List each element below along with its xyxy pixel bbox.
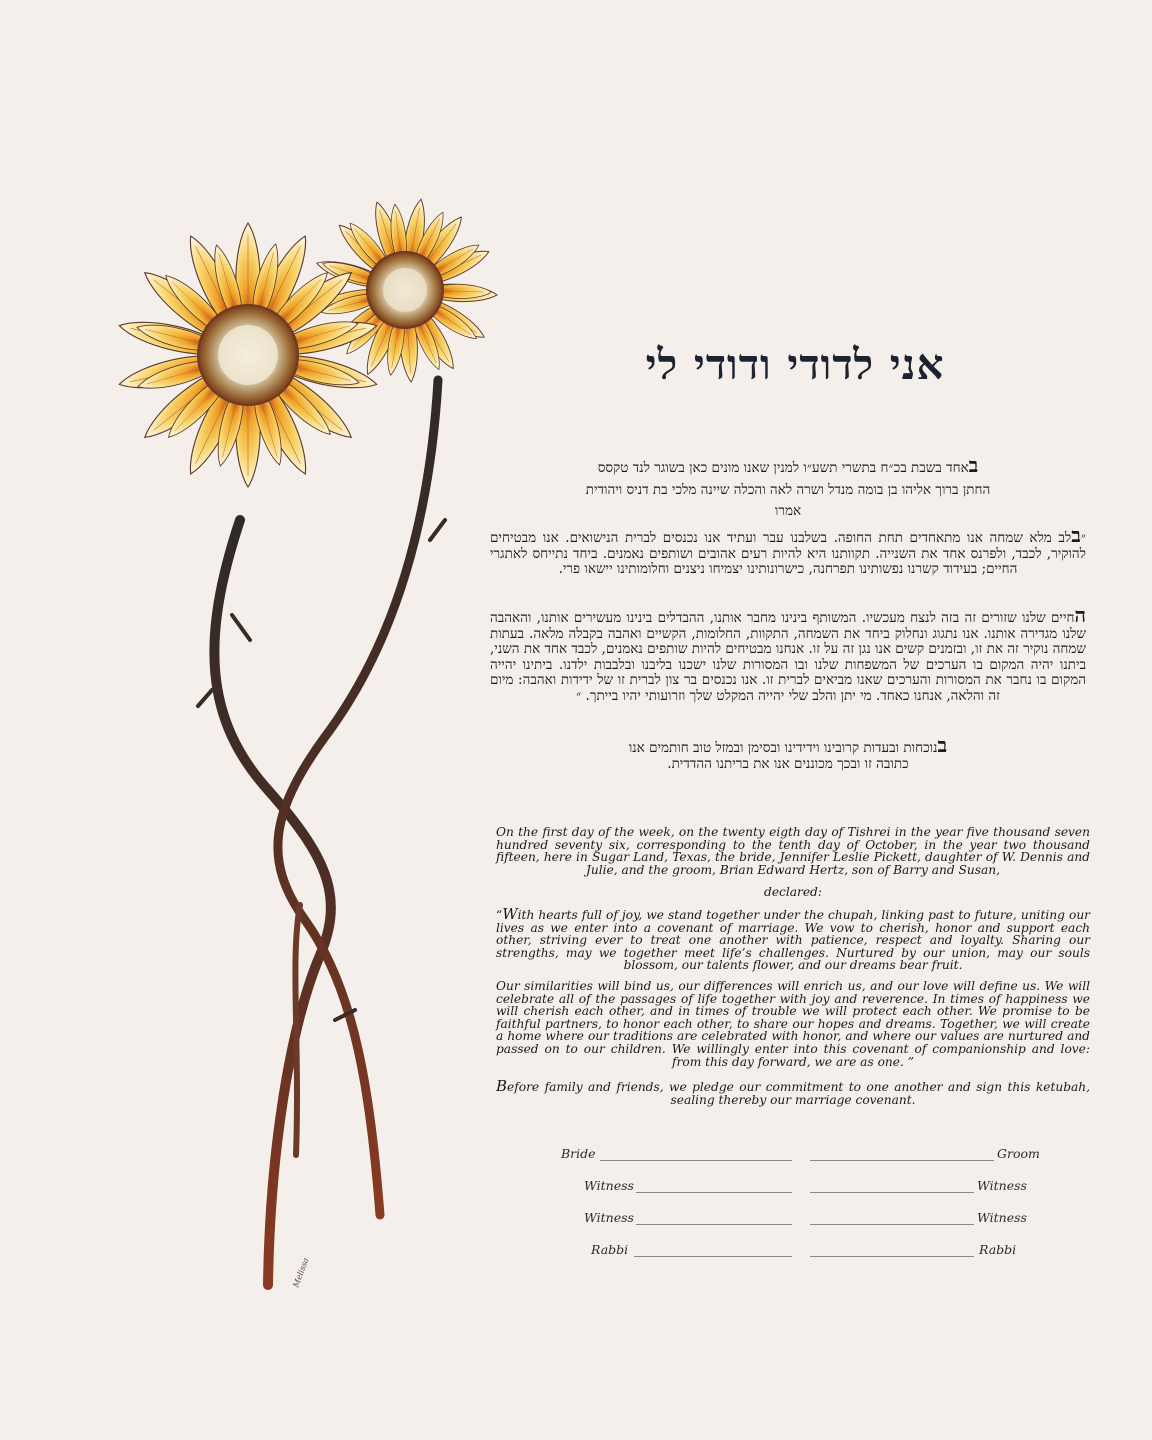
english-declared: declared: [764,885,822,899]
bride-label: Bride [561,1146,596,1161]
bride-signature-line[interactable] [600,1160,792,1161]
hebrew-drop-cap: ב [937,733,948,757]
witness-label-right-2: Witness [977,1210,1027,1225]
hebrew-intro-line-3: אמרו [774,503,802,519]
hebrew-intro-line-1: באחד בשבת בכ״ח בתשרי תשע״ו למנין שאנו מונים כאן בשוגר לנד טקסס [597,453,979,477]
hebrew-intro [490,453,1086,520]
rabbi-label-right: Rabbi [979,1242,1017,1257]
groom-label: Groom [997,1146,1040,1161]
hebrew-drop-cap: ב [1071,523,1081,547]
hebrew-intro-line-2: החתן ברוך אליהו בן בומה מנדל ושרה לאה והכלה שיינה מלכי בת דניס ויהודית [585,481,991,498]
hebrew-drop-cap: ב [968,453,979,477]
hebrew-paragraph-3: בנוכחות ובעדות קרובינו וידידינו ובסימן ובמזל טוב חותמים אנו כתובה זו ובכך מכוננים אנו את בריתנו ההדדית. [628,733,948,772]
witness-signature-line-right-1[interactable] [810,1192,974,1193]
rabbi-label-left: Rabbi [591,1242,629,1257]
hebrew-paragraph-1: ״בלב מלא שמחה אנו מתאחדים תחת החופה. בשלבנו עבר ועתיד אנו נכנסים לברית הנישואים. אנו מבטיחים להוקיר, לכבד, ולפרנס אחד את השנייה. תקוותנו היא להיות רעים אהובים ושותפים נאמנים. ביחד נתייחס לאתגרי החיים; בעידוד קשרנו נפשותינו תפרחנה, כישרונותינו יצמיחו ניצנים וחלומותינו יישאו פרי. [490,523,1086,577]
english-paragraph-3: Our similarities will bind us, our differences will enrich us, and our love will define us. We will celebrate all of the passages of life together with joy and reverence. In times of happiness we will cherish each other, and in times of trouble we will protect each other. We promise to be faithful partners, to honor each other, to share our hopes and dreams. Together, we will create a home where our traditions are celebrated with honor, and where our values are nurtured and passed on to our children. We willingly enter into this covenant of companionship and love: from this day forward, we are as one. ” [496,979,1090,1069]
hebrew-drop-cap: ה [1074,603,1086,627]
witness-label-left-2: Witness [584,1210,634,1225]
witness-signature-line-left-2[interactable] [636,1224,792,1225]
english-paragraph-4: Before family and friends, we pledge our commitment to one another and sign this ketubah, sealing thereby our marriage covenant. [496,1077,1090,1107]
english-drop-cap: W [502,905,518,923]
witness-signature-line-right-2[interactable] [810,1224,974,1225]
witness-label-right-1: Witness [977,1178,1027,1193]
flower-stems [198,380,445,1285]
hebrew-paragraph-2: החיים שלנו שזורים זה בזה לנצח מעכשיו. המשותף בינינו מחבר אותנו, ההבדלים בינינו מעשירים אותנו, והאהבה שלנו מגדירה אותנו. אנו נתגוג ונחלוק ביחד את השמחה, התקוות, החלומות, הקשיים ואהבה בקבלה מלאה. בעתות שמחה נוקיר זה את זו, ובזמנים קשים אנו נגן זה על זו. אנחנו מבטיחים להיות שותפים נאמנים, לכבד אחד את השני, ביתנו יהיה המקום בו הערכים של המשפחות שלנו ובו המסורות שלנו ישכנו בליבנו ובלבבות ילדנו. ביתינו יהייה המקום בו נחבר את המסורות והערכים שאנו מביאים לברית זו. אנו נכנסים בר צון לברית זו של ידידות ואהבה: מיום זה והלאה, אנחנו כאחד. מי יתן והלב שלי יהייה המקלט שלך וזרועותי יהיו בייתך. ״ [490,603,1086,704]
rabbi-signature-line-left[interactable] [634,1256,792,1257]
witness-label-left-1: Witness [584,1178,634,1193]
svg-text:Melissa: Melissa [291,1256,311,1289]
rabbi-signature-line-right[interactable] [810,1256,974,1257]
english-paragraph-1: On the first day of the week, on the twenty eigth day of Tishrei in the year five thousand seven hundred seventy six, corresponding to the tenth day of October, in the year two thousand fifteen, here in Sugar Land, Texas, the bride, Jennifer Leslie Pickett, daughter of W. Dennis and Julie, and the groom, Brian Edward Hertz, son of Barry and Susan, [496,825,1090,877]
witness-signature-line-left-1[interactable] [636,1192,792,1193]
english-paragraph-2: “With hearts full of joy, we stand together under the chupah, linking past to future, uniting our lives as we enter into a covenant of marriage. We vow to cherish, honor and support each other, striving ever to treat one another with patience, respect and loyalty. Sharing our strengths, may we together meet life’s challenges. Nurtured by our union, may our souls blossom, our talents flower, and our dreams bear fruit. [496,905,1090,973]
groom-signature-line[interactable] [810,1160,994,1161]
english-drop-cap: B [496,1077,508,1095]
ketubah-title: אני לדודי ודודי לי [645,340,945,389]
